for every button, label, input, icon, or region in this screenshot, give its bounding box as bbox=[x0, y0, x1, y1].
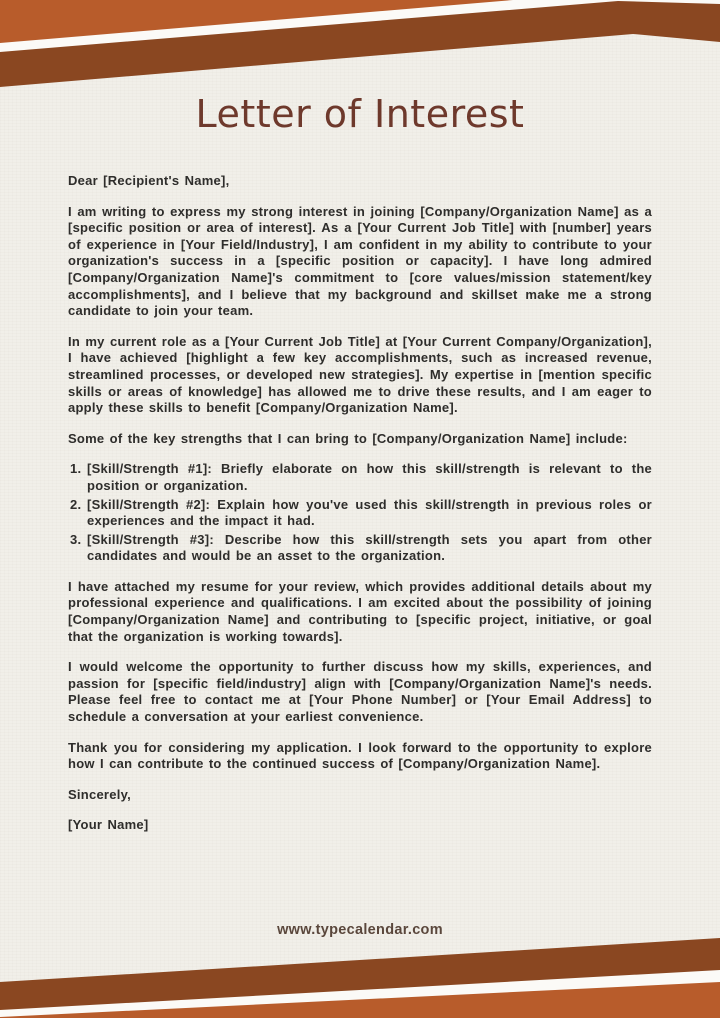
list-item-text: [Skill/Strength #1]: Briefly elaborate on how this skill/strength is relevant to the position or organization. bbox=[87, 461, 652, 493]
paragraph-resume: I have attached my resume for your review, which provides additional details about my professional experience and qualifications. I am excited about the possibility of joining [Company/Organization Name] and contributing to [specific project, initiative, or goal that the organization is working towards]. bbox=[68, 578, 652, 644]
paragraph-intro: I am writing to express my strong interest in joining [Company/Organization Name] as a [specific position or area of interest]. As a [Your Current Job Title] with [number] years of experience in [Your Field/Industry], I am confident in my ability to contribute to your organization's success in a [specific position or capacity]. I have long admired [Company/Organization Name]'s commitment to [core values/mission statement/key accomplishments], and I believe that my background and skillset make me a strong candidate to join your team. bbox=[68, 203, 652, 319]
page-title: Letter of Interest bbox=[195, 92, 525, 136]
signoff: Sincerely, bbox=[68, 786, 131, 802]
list-item bbox=[70, 497, 652, 530]
letter-body bbox=[68, 173, 652, 848]
paragraph-strengths-lead: Some of the key strengths that I can bring to [Company/Organization Name] include: bbox=[68, 430, 628, 446]
list-item-number: 1. bbox=[70, 461, 82, 477]
footer-website-url: www.typecalendar.com bbox=[277, 922, 443, 938]
list-item bbox=[70, 461, 652, 494]
list-item-text: [Skill/Strength #2]: Explain how you've used this skill/strength in previous roles or experiences and the impact it had. bbox=[87, 496, 652, 529]
bottom-ribbon-decoration bbox=[0, 918, 720, 1018]
signature-placeholder: [Your Name] bbox=[68, 817, 149, 833]
paragraph-thanks: Thank you for considering my application. I look forward to the opportunity to explore how I can contribute to the continued success of [Company/Organization Name]. bbox=[68, 739, 652, 772]
paragraph-current-role: In my current role as a [Your Current Job Title] at [Your Current Company/Organization], I have achieved [highlight a few key accomplishments, such as increased revenue, streamlined processes, or developed new strategies]. My expertise in [mention specific skills or areas of knowledge] has allowed me to drive these results, and I am eager to apply these skills to benefit [Company/Organization Name]. bbox=[68, 333, 652, 416]
strengths-list bbox=[68, 461, 652, 565]
list-item-number: 3. bbox=[70, 531, 82, 547]
list-item-text: [Skill/Strength #3]: Describe how this skill/strength sets you apart from other candidates and would be an asset to the organization. bbox=[87, 531, 652, 564]
list-item-number: 2. bbox=[70, 496, 82, 512]
paragraph-contact: I would welcome the opportunity to further discuss how my skills, experiences, and passion for [specific field/industry] align with [Company/Organization Name]'s needs. Please feel free to contact me at [Your Phone Number] or [Your Email Address] to schedule a conversation at your earliest convenience. bbox=[68, 659, 652, 725]
top-ribbon-decoration bbox=[0, 0, 720, 95]
list-item bbox=[70, 532, 652, 565]
salutation: Dear [Recipient's Name], bbox=[68, 173, 230, 188]
